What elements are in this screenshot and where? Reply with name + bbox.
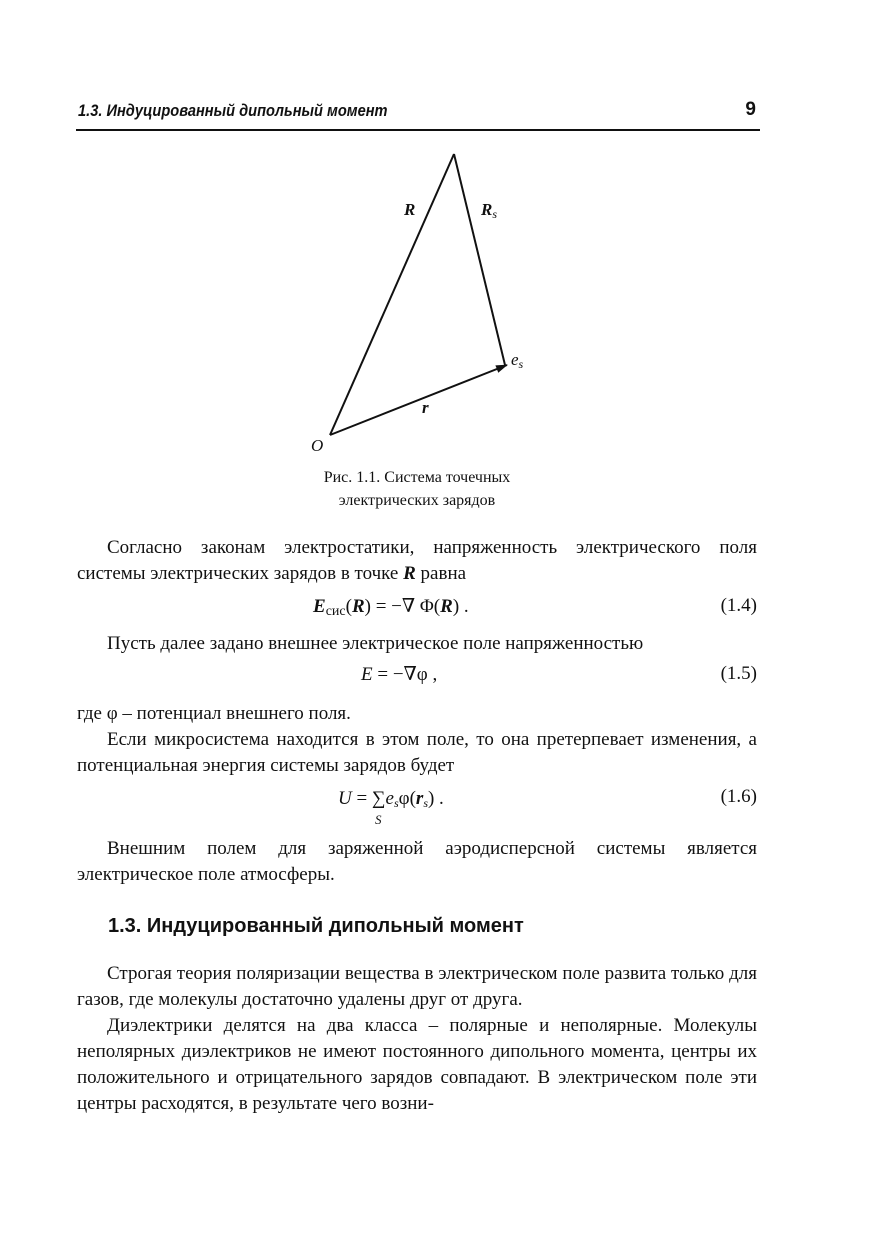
figure-caption: Рис. 1.1. Система точечных электрических зарядов bbox=[323, 469, 511, 509]
figure-diagram bbox=[0, 0, 876, 470]
equation-number-1-4: (1.4) bbox=[720, 595, 757, 616]
paragraph-1: Согласно законам электростатики, напряженность электрического поля системы электрических зарядов в точке R равна bbox=[77, 537, 757, 584]
equation-1-4: $E_{сис}(R)$ = −∇ Φ(R) . bbox=[313, 596, 469, 619]
section-heading: 1.3. Индуцированный дипольный момент bbox=[108, 915, 524, 937]
label-O: O bbox=[311, 436, 324, 455]
page-number: 9 bbox=[745, 99, 756, 120]
sum-operator: ∑ S bbox=[371, 788, 386, 827]
equation-1-6: U = ∑ S $e_s\varphi(r_s)$ . bbox=[338, 788, 444, 827]
paragraph-3: где φ – потенциал внешнего поля. bbox=[77, 703, 351, 724]
label-es: $e_s$ bbox=[511, 350, 524, 371]
equation-1-5: E = −∇φ , bbox=[361, 664, 438, 685]
label-Rs: $R_s$ bbox=[481, 200, 498, 221]
vector-Rs-line bbox=[454, 154, 505, 365]
running-title: 1.3. Индуцированный дипольный момент bbox=[78, 101, 388, 120]
label-r: r bbox=[422, 398, 429, 417]
paragraph-2: Пусть далее задано внешнее электрическое поле напряженностью bbox=[107, 633, 644, 654]
paragraph-5: Внешним полем для заряженной аэродисперсной системы является электрическое поле атмосферы. bbox=[77, 838, 757, 885]
equation-number-1-6: (1.6) bbox=[720, 786, 757, 807]
label-R: R bbox=[404, 200, 416, 219]
paragraph-7: Диэлектрики делятся на два класса – полярные и неполярные. Молекулы неполярных диэлектриков не имеют постоянного дипольного момента, центры их положительного и отрицательного зарядов совпадают. В электрическом поле эти центры расходятся, в результате чего возни- bbox=[77, 1015, 757, 1114]
paragraph-6: Строгая теория поляризации вещества в электрическом поле развита только для газов, где молекулы достаточно удалены друг от друга. bbox=[77, 963, 757, 1010]
equation-number-1-5: (1.5) bbox=[720, 663, 757, 684]
paragraph-4: Если микросистема находится в этом поле, то она претерпевает изменения, а потенциальная энергия системы зарядов будет bbox=[77, 729, 757, 776]
